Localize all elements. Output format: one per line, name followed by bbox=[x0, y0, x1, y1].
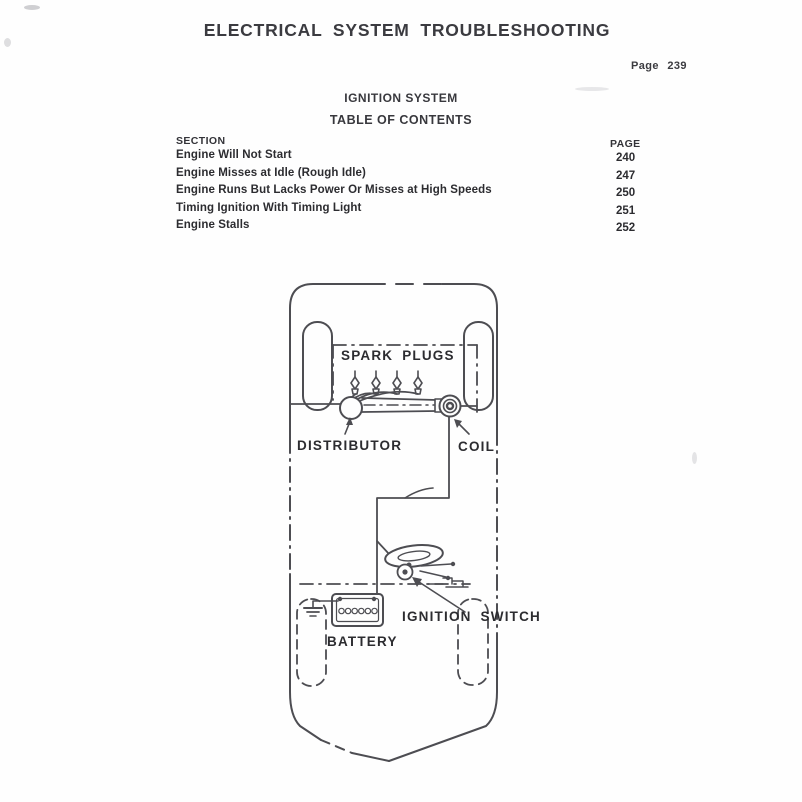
toc-entry-page: 251 bbox=[616, 204, 636, 217]
toc-entry-page: 252 bbox=[616, 222, 636, 235]
toc-entry-page: 247 bbox=[616, 169, 636, 182]
coil-callout-arrow bbox=[454, 419, 469, 434]
ignition-switch-callout-arrow bbox=[412, 577, 465, 612]
page-title: ELECTRICAL SYSTEM TROUBLESHOOTING bbox=[203, 20, 611, 40]
section-heading: IGNITION SYSTEM bbox=[344, 91, 458, 105]
dash-centerline bbox=[300, 578, 470, 587]
front-right-wheel bbox=[464, 322, 493, 410]
ignition-switch-symbol bbox=[398, 565, 413, 580]
toc-entry-title: Engine Will Not Start bbox=[176, 149, 292, 161]
toc-entry-title: Engine Misses at Idle (Rough Idle) bbox=[176, 166, 366, 179]
steering-wheel bbox=[384, 542, 444, 571]
front-left-wheel bbox=[303, 322, 332, 410]
page-number: Page 239 bbox=[631, 60, 687, 72]
coil-symbol bbox=[435, 396, 461, 417]
toc-entry-title: Engine Runs But Lacks Power Or Misses at High Speeds bbox=[176, 184, 492, 197]
toc-entry-title: Timing Ignition With Timing Light bbox=[176, 201, 362, 214]
toc-entry-title: Engine Stalls bbox=[176, 219, 250, 232]
toc-entry-page: 250 bbox=[616, 187, 636, 200]
distributor-symbol bbox=[340, 397, 362, 419]
toc-column-header-section: SECTION bbox=[176, 135, 226, 147]
spark-plug bbox=[351, 371, 422, 394]
distributor-label: DISTRIBUTOR bbox=[297, 438, 403, 453]
battery-label: BATTERY bbox=[327, 634, 398, 649]
coil-label: COIL bbox=[458, 439, 496, 454]
spark-plugs-label: SPARK PLUGS bbox=[341, 348, 455, 363]
battery-symbol bbox=[332, 594, 383, 626]
toc-column-header-page: PAGE bbox=[610, 138, 641, 150]
toc-entry-page: 240 bbox=[616, 152, 636, 164]
toc-heading: TABLE OF CONTENTS bbox=[329, 113, 473, 127]
ignition-switch-label: IGNITION SWITCH bbox=[402, 609, 541, 624]
